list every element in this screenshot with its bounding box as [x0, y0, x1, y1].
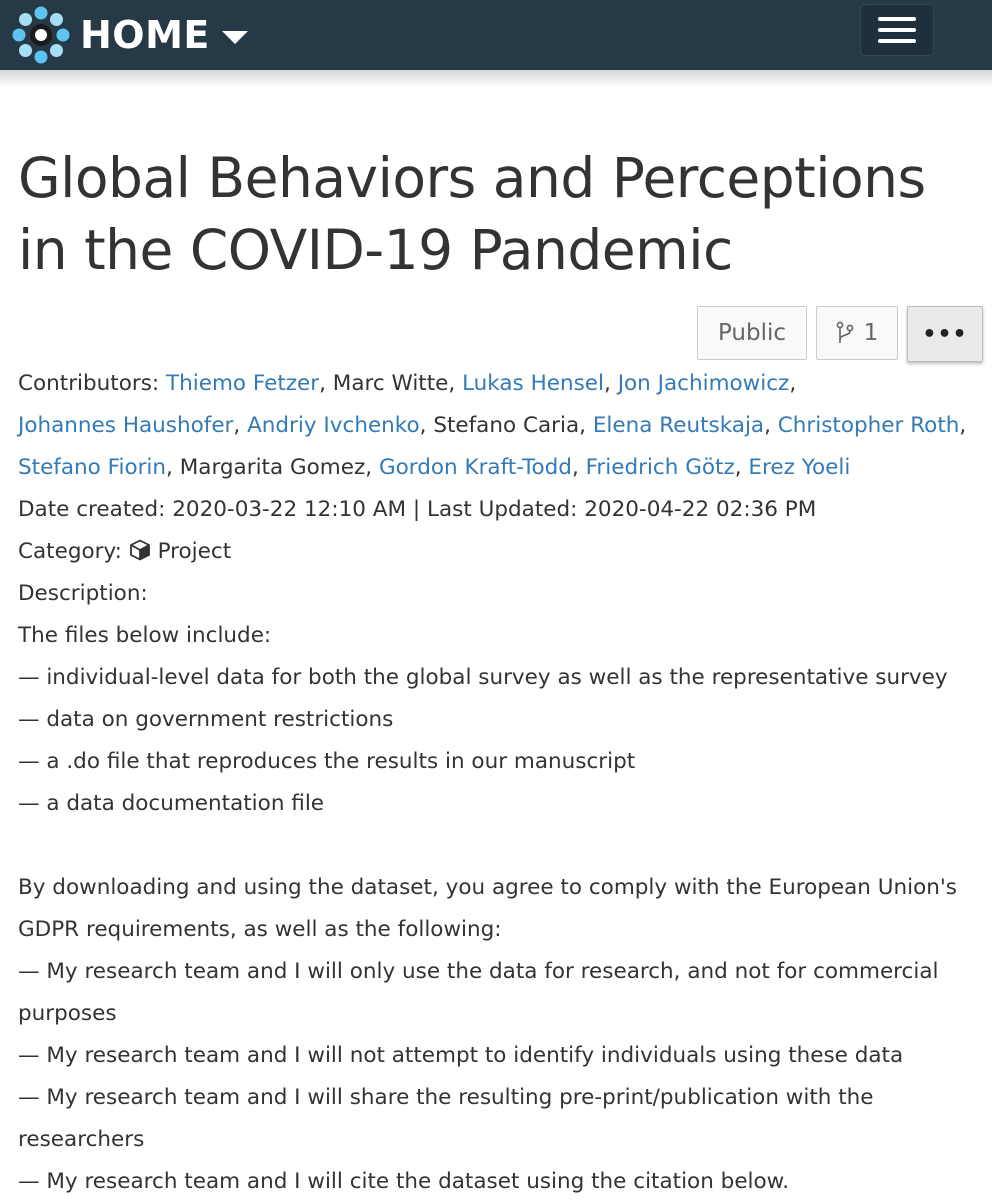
contributor-link[interactable]: Friedrich Götz [585, 455, 735, 480]
contributor-link[interactable]: Christopher Roth [777, 413, 960, 438]
last-updated-value: 2020-04-22 02:36 PM [584, 497, 817, 522]
file-item: — individual-level data for both the global survey as well as the representative survey [18, 665, 948, 690]
file-item: — a data documentation file [18, 791, 325, 816]
contributor-link[interactable]: Thiemo Fetzer [166, 371, 320, 396]
contributors-label: Contributors: [18, 371, 160, 396]
contributors-line-1: Contributors: Thiemo Fetzer, Marc Witte, Lukas Hensel, Jon Jachimowicz, [18, 371, 797, 396]
project-metadata [18, 363, 984, 1203]
description-intro: The files below include: [18, 623, 272, 648]
hamburger-bar [878, 39, 916, 43]
contributor-link[interactable]: Lukas Hensel [462, 371, 605, 396]
contributor-link[interactable]: Gordon Kraft-Todd [378, 455, 572, 480]
visibility-button[interactable]: Public [697, 306, 807, 360]
contributor-link[interactable]: Erez Yoeli [748, 455, 851, 480]
date-created-value: 2020-03-22 12:10 AM [172, 497, 407, 522]
terms-item: — My research team and I will not attempt to identify individuals using these data [18, 1043, 904, 1068]
hamburger-bar [878, 17, 916, 21]
file-item: — a .do file that reproduces the results in our manuscript [18, 749, 636, 774]
terms-item: — My research team and I will share the resulting pre-print/publication with the researchers [18, 1085, 874, 1152]
project-title: Global Behaviors and Perceptions in the COVID-19 Pandemic [18, 146, 926, 282]
home-dropdown-toggle[interactable] [10, 4, 248, 66]
cube-icon [129, 539, 151, 561]
contributor-link[interactable]: Andriy Ivchenko [247, 413, 420, 438]
contributors-line-2: Johannes Haushofer, Andriy Ivchenko, Stefano Caria, Elena Reutskaja, Christopher Roth, [18, 413, 967, 438]
last-updated-label: Last Updated: [427, 497, 578, 522]
navbar-shadow [0, 70, 992, 88]
hamburger-bar [878, 28, 916, 32]
agreement-intro: By downloading and using the dataset, you agree to comply with the European Union's GDPR requirements, as well as the following: [18, 875, 957, 942]
file-item: — data on government restrictions [18, 707, 394, 732]
terms-item: — My research team and I will cite the dataset using the citation below. [18, 1169, 790, 1194]
more-options-button[interactable]: ••• [907, 306, 983, 362]
menu-toggle-button[interactable] [860, 4, 934, 56]
dates-separator: | [412, 497, 421, 522]
date-created-label: Date created: [18, 497, 166, 522]
top-navbar [0, 0, 992, 70]
contributor-link[interactable]: Stefano Fiorin [18, 455, 167, 480]
contributor-link[interactable]: Jon Jachimowicz [617, 371, 790, 396]
category-label: Category: [18, 539, 122, 564]
caret-down-icon [222, 31, 248, 44]
category-line [18, 531, 984, 573]
osf-logo-icon [10, 4, 72, 66]
contributor-name: Marc Witte [332, 371, 449, 396]
contributor-link[interactable]: Johannes Haushofer [18, 413, 234, 438]
contributor-link[interactable]: Elena Reutskaja [592, 413, 765, 438]
forks-button[interactable] [816, 306, 898, 360]
fork-count: 1 [863, 320, 879, 346]
fork-icon [836, 321, 854, 345]
home-label: HOME [80, 13, 210, 57]
paragraph-spacer [18, 825, 984, 867]
terms-item: — My research team and I will only use the data for research, and not for commercial purposes [18, 959, 939, 1026]
description-label: Description: [18, 581, 148, 606]
category-value: Project [157, 539, 232, 564]
contributor-name: Stefano Caria [433, 413, 580, 438]
contributor-name: Margarita Gomez [179, 455, 366, 480]
contributors-line-3: Stefano Fiorin, Margarita Gomez, Gordon Kraft-Todd, Friedrich Götz, Erez Yoeli [18, 455, 851, 480]
dates-line [18, 489, 984, 531]
